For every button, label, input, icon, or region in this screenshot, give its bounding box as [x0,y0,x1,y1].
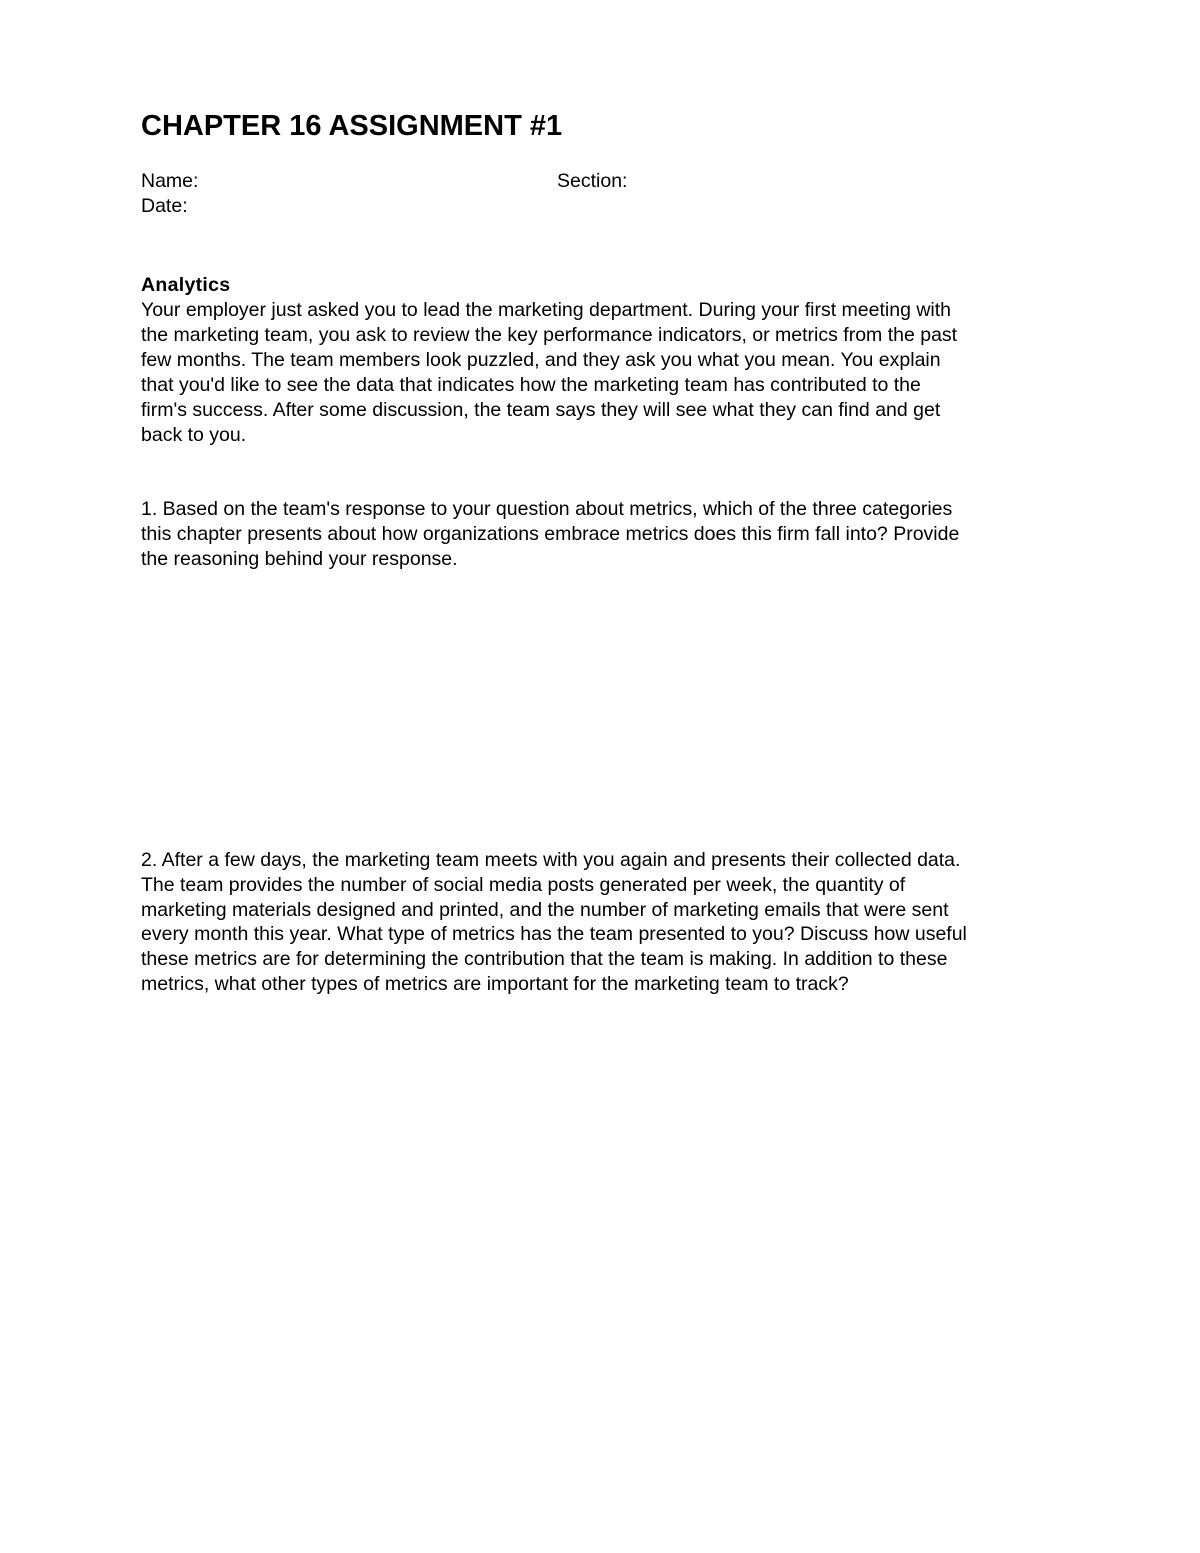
question-2-line: these metrics are for determining the contribution that the team is making. In addition to these [141,948,948,970]
name-label: Name: [141,170,199,192]
section-label: Section: [557,170,628,192]
question-2-line: metrics, what other types of metrics are important for the marketing team to track? [141,973,849,995]
date-label: Date: [141,195,188,217]
intro-line: few months. The team members look puzzled, and they ask you what you mean. You explain [141,349,941,371]
intro-line: that you'd like to see the data that indicates how the marketing team has contributed to the [141,374,921,396]
question-2-line: every month this year. What type of metrics has the team presented to you? Discuss how useful [141,923,967,945]
page-title: CHAPTER 16 ASSIGNMENT #1 [141,110,563,142]
section-heading: Analytics [141,274,231,296]
question-2-line: The team provides the number of social media posts generated per week, the quantity of [141,874,906,896]
intro-line: Your employer just asked you to lead the marketing department. During your first meeting with [141,299,952,321]
intro-line: the marketing team, you ask to review the key performance indicators, or metrics from the past [141,324,958,346]
question-1-line: this chapter presents about how organizations embrace metrics does this firm fall into? Provide [141,523,960,545]
question-1-line: the reasoning behind your response. [141,548,458,570]
question-2-line: marketing materials designed and printed, and the number of marketing emails that were sent [141,899,949,921]
question-2-line: 2. After a few days, the marketing team meets with you again and presents their collected data. [141,849,961,871]
question-1-line: 1. Based on the team's response to your question about metrics, which of the three categories [141,498,953,520]
intro-line: back to you. [141,424,247,446]
intro-line: firm's success. After some discussion, the team says they will see what they can find and get [141,399,941,421]
